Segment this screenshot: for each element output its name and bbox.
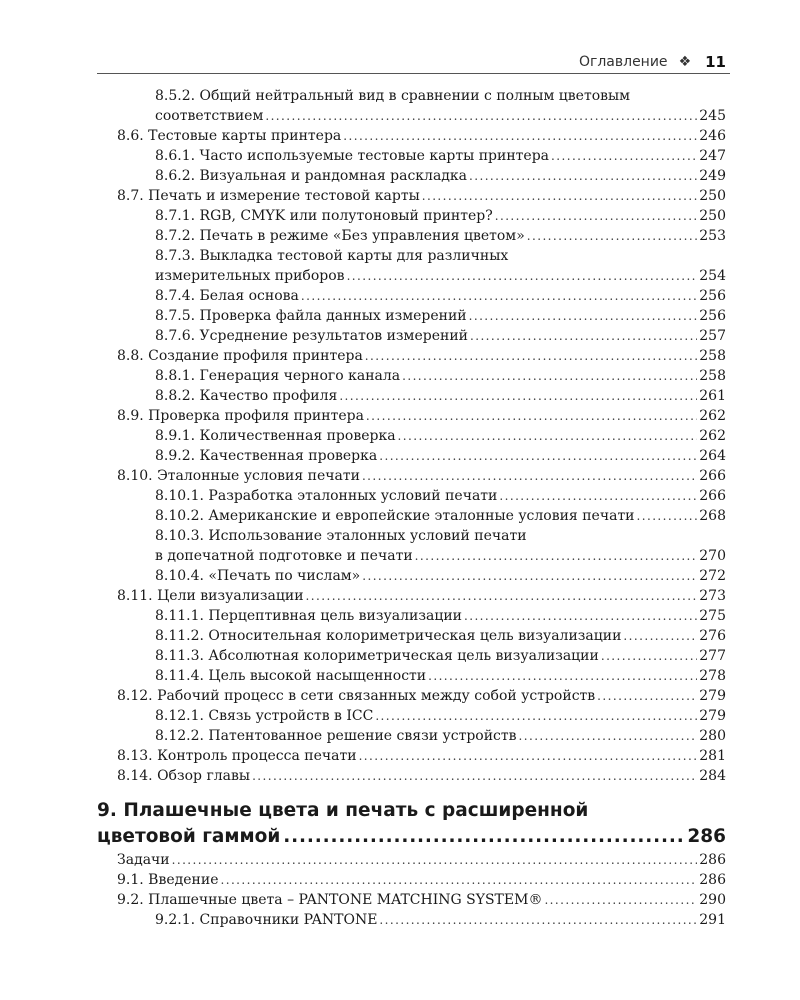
toc-entry-title: 8.10. Эталонные условия печати [117, 468, 360, 484]
toc-entry-title: соответствием [155, 108, 264, 124]
toc-entry-line [155, 726, 726, 746]
leader-dots [365, 346, 697, 366]
toc-entry-line [155, 146, 726, 166]
toc-entry-line [155, 706, 726, 726]
leader-dots [499, 486, 697, 506]
leader-dots [469, 306, 698, 326]
toc-entry-line [155, 506, 726, 526]
leader-dots [527, 226, 698, 246]
toc-entry-title: Задачи [117, 852, 170, 868]
toc-entry-line [117, 186, 726, 206]
toc-entry-page: 273 [699, 588, 726, 604]
toc-entry-line [117, 126, 726, 146]
toc-entry-line [117, 406, 726, 426]
leader-dots [172, 850, 698, 870]
toc-entry-title: 8.7.2. Печать в режиме «Без управления цветом» [155, 228, 525, 244]
toc-entry-title: 8.11.2. Относительная колориметрическая цель визуализации [155, 628, 622, 644]
toc-entry-line [155, 106, 726, 126]
toc-entry-title: 8.6.1. Часто используемые тестовые карты принтера [155, 148, 550, 164]
toc-entry-title: 8.10.2. Американские и европейские эталонные условия печати [155, 508, 635, 524]
leader-dots [362, 466, 697, 486]
leader-dots [398, 426, 698, 446]
chapter-leader-dots [283, 826, 684, 847]
toc-entry-title: 8.9. Проверка профиля принтера [117, 408, 364, 424]
leader-dots [301, 286, 697, 306]
leader-dots [339, 386, 697, 406]
toc-entry-line [117, 850, 726, 870]
leader-dots [359, 746, 698, 766]
toc-entry-page: 279 [699, 688, 726, 704]
leader-dots [379, 446, 697, 466]
toc-entry-line [117, 586, 726, 606]
toc-entry-title-line1: 8.5.2. Общий нейтральный вид в сравнении с полным цветовым [155, 88, 631, 104]
toc-entry-page: 245 [699, 108, 726, 124]
toc-entry-page: 249 [699, 168, 726, 184]
toc-entry-page: 261 [699, 388, 726, 404]
toc-entry-page: 266 [699, 468, 726, 484]
toc-entry-title: 8.8. Создание профиля принтера [117, 348, 363, 364]
toc-entry-line [155, 266, 726, 286]
toc-entry-page: 253 [699, 228, 726, 244]
toc-entry-page: 272 [699, 568, 726, 584]
leader-dots [544, 890, 697, 910]
toc-entry-line [117, 766, 726, 786]
leader-dots [470, 326, 697, 346]
leader-dots [597, 686, 697, 706]
toc-entry-line [155, 426, 726, 446]
toc-entry-page: 256 [699, 288, 726, 304]
toc-entry-title: 9.2.1. Справочники PANTONE [155, 912, 378, 928]
toc-entry-line [155, 386, 726, 406]
toc-entry-page: 276 [699, 628, 726, 644]
header-right [579, 53, 726, 71]
toc-entry-title: 8.10.1. Разработка эталонных условий печати [155, 488, 498, 504]
leader-dots [428, 666, 697, 686]
toc-entry-line [117, 346, 726, 366]
leader-dots [379, 910, 697, 930]
toc-entry-title: 8.12. Рабочий процесс в сети связанных между собой устройств [117, 688, 596, 704]
toc-entry-title: 8.11.3. Абсолютная колориметрическая цель визуализации [155, 648, 599, 664]
leader-dots [519, 726, 698, 746]
toc-entry-title: 8.6. Тестовые карты принтера [117, 128, 342, 144]
toc-entry-line [155, 486, 726, 506]
toc-entry-page: 281 [699, 748, 726, 764]
header-title: Оглавление [578, 54, 668, 70]
toc-entry-line [155, 546, 726, 566]
leader-dots [623, 626, 697, 646]
toc-entry-line [155, 326, 726, 346]
toc-entry-title: 8.9.2. Качественная проверка [155, 448, 378, 464]
toc-entry-page: 257 [699, 328, 726, 344]
toc-entry-title-line1: 8.7.3. Выкладка тестовой карты для различных [155, 248, 509, 264]
toc-entry-page: 270 [699, 548, 726, 564]
toc-entry-page: 266 [699, 488, 726, 504]
toc-entry-line [155, 666, 726, 686]
toc-entry-page: 280 [699, 728, 726, 744]
toc-entry-line [155, 226, 726, 246]
leader-dots [343, 126, 697, 146]
toc-entry-page: 290 [699, 892, 726, 908]
toc-entry-title: 8.12.1. Связь устройств в ICC [155, 708, 374, 724]
toc-entry-page: 277 [699, 648, 726, 664]
toc-entry-page: 246 [699, 128, 726, 144]
leader-dots [637, 506, 698, 526]
leader-dots [347, 266, 698, 286]
toc-entry-title-line1: 8.10.3. Использование эталонных условий печати [155, 528, 527, 544]
leader-dots [495, 206, 698, 226]
leader-dots [464, 606, 697, 626]
toc-entry-page: 250 [699, 208, 726, 224]
toc-entry-title: 8.7.1. RGB, CMYK или полутоновый принтер? [155, 208, 493, 224]
toc-entry-line [117, 466, 726, 486]
toc-entry-title: 8.9.1. Количественная проверка [155, 428, 396, 444]
running-header [97, 50, 730, 74]
toc-entry-title: 8.12.2. Патентованное решение связи устройств [155, 728, 517, 744]
toc-entry-title: 8.13. Контроль процесса печати [117, 748, 357, 764]
toc-entry-title: 8.11.4. Цель высокой насыщенности [155, 668, 427, 684]
toc-entry-title: 8.10.4. «Печать по числам» [155, 568, 361, 584]
toc-entry-line [155, 366, 726, 386]
chapter-title-line2-row [97, 826, 726, 847]
page-number: 11 [705, 53, 726, 71]
toc-entry-line [155, 286, 726, 306]
toc-entry-page: 278 [699, 668, 726, 684]
toc-entry-line [155, 206, 726, 226]
toc-entry-title: измерительных приборов [155, 268, 345, 284]
toc-entry-page: 268 [699, 508, 726, 524]
toc-entry-page: 291 [699, 912, 726, 928]
toc-entry-page: 254 [699, 268, 726, 284]
leader-dots [306, 586, 698, 606]
toc-entry-page: 275 [699, 608, 726, 624]
leader-dots [375, 706, 697, 726]
leader-dots [220, 870, 697, 890]
leader-dots [469, 166, 697, 186]
toc-entry-line [117, 686, 726, 706]
leader-dots [366, 406, 697, 426]
toc-entry-page: 264 [699, 448, 726, 464]
toc-entry-title: 9.2. Плашечные цвета – PANTONE MATCHING SYSTEM® [117, 892, 543, 908]
toc-entry-title: 8.6.2. Визуальная и рандомная раскладка [155, 168, 468, 184]
chapter-title-line2: цветовой гаммой [97, 826, 281, 847]
toc-entry-page: 258 [699, 348, 726, 364]
leader-dots [402, 366, 697, 386]
toc-entry-title: 8.11.1. Перцептивная цель визуализации [155, 608, 462, 624]
toc-entry-page: 286 [699, 872, 726, 888]
toc-entry-line [155, 446, 726, 466]
chapter-page: 286 [687, 826, 726, 847]
toc-entry-line [155, 646, 726, 666]
toc-entry-title: 8.11. Цели визуализации [117, 588, 304, 604]
toc-entry-line [155, 626, 726, 646]
header-rule [97, 73, 730, 74]
leader-dots [265, 106, 697, 126]
toc-entry-line [155, 166, 726, 186]
toc-entry-page: 247 [699, 148, 726, 164]
toc-entry-title: 8.7. Печать и измерение тестовой карты [117, 188, 420, 204]
leader-dots [551, 146, 697, 166]
toc-entry-title: 8.7.4. Белая основа [155, 288, 299, 304]
toc-entry-page: 262 [699, 428, 726, 444]
toc-entry-page: 284 [699, 768, 726, 784]
toc-entry-line [155, 566, 726, 586]
toc-entry-title: в допечатной подготовке и печати [155, 548, 413, 564]
toc-entry-line [117, 870, 726, 890]
toc-entry-line [117, 890, 726, 910]
leader-dots [422, 186, 698, 206]
toc-entry-title: 8.14. Обзор главы [117, 768, 251, 784]
toc-entry-line [155, 306, 726, 326]
toc-entry-line [155, 910, 726, 930]
leader-dots [415, 546, 698, 566]
chapter-title-line1: 9. Плашечные цвета и печать с расширенной [97, 800, 589, 821]
ornament-icon: ❖ [678, 54, 692, 70]
toc-entry-title: 8.8.1. Генерация черного канала [155, 368, 401, 384]
toc-entry-title: 8.7.5. Проверка файла данных измерений [155, 308, 467, 324]
toc-entry-page: 250 [699, 188, 726, 204]
toc-entry-title: 8.8.2. Качество профиля [155, 388, 338, 404]
toc-entry-page: 286 [699, 852, 726, 868]
toc-entry-line [117, 746, 726, 766]
toc-entry-page: 256 [699, 308, 726, 324]
leader-dots [601, 646, 697, 666]
toc-entry-line [155, 606, 726, 626]
leader-dots [362, 566, 697, 586]
toc-entry-page: 279 [699, 708, 726, 724]
toc-entry-title: 8.7.6. Усреднение результатов измерений [155, 328, 468, 344]
toc-entry-page: 258 [699, 368, 726, 384]
leader-dots [252, 766, 697, 786]
toc-entry-page: 262 [699, 408, 726, 424]
toc-entry-title: 9.1. Введение [117, 872, 219, 888]
